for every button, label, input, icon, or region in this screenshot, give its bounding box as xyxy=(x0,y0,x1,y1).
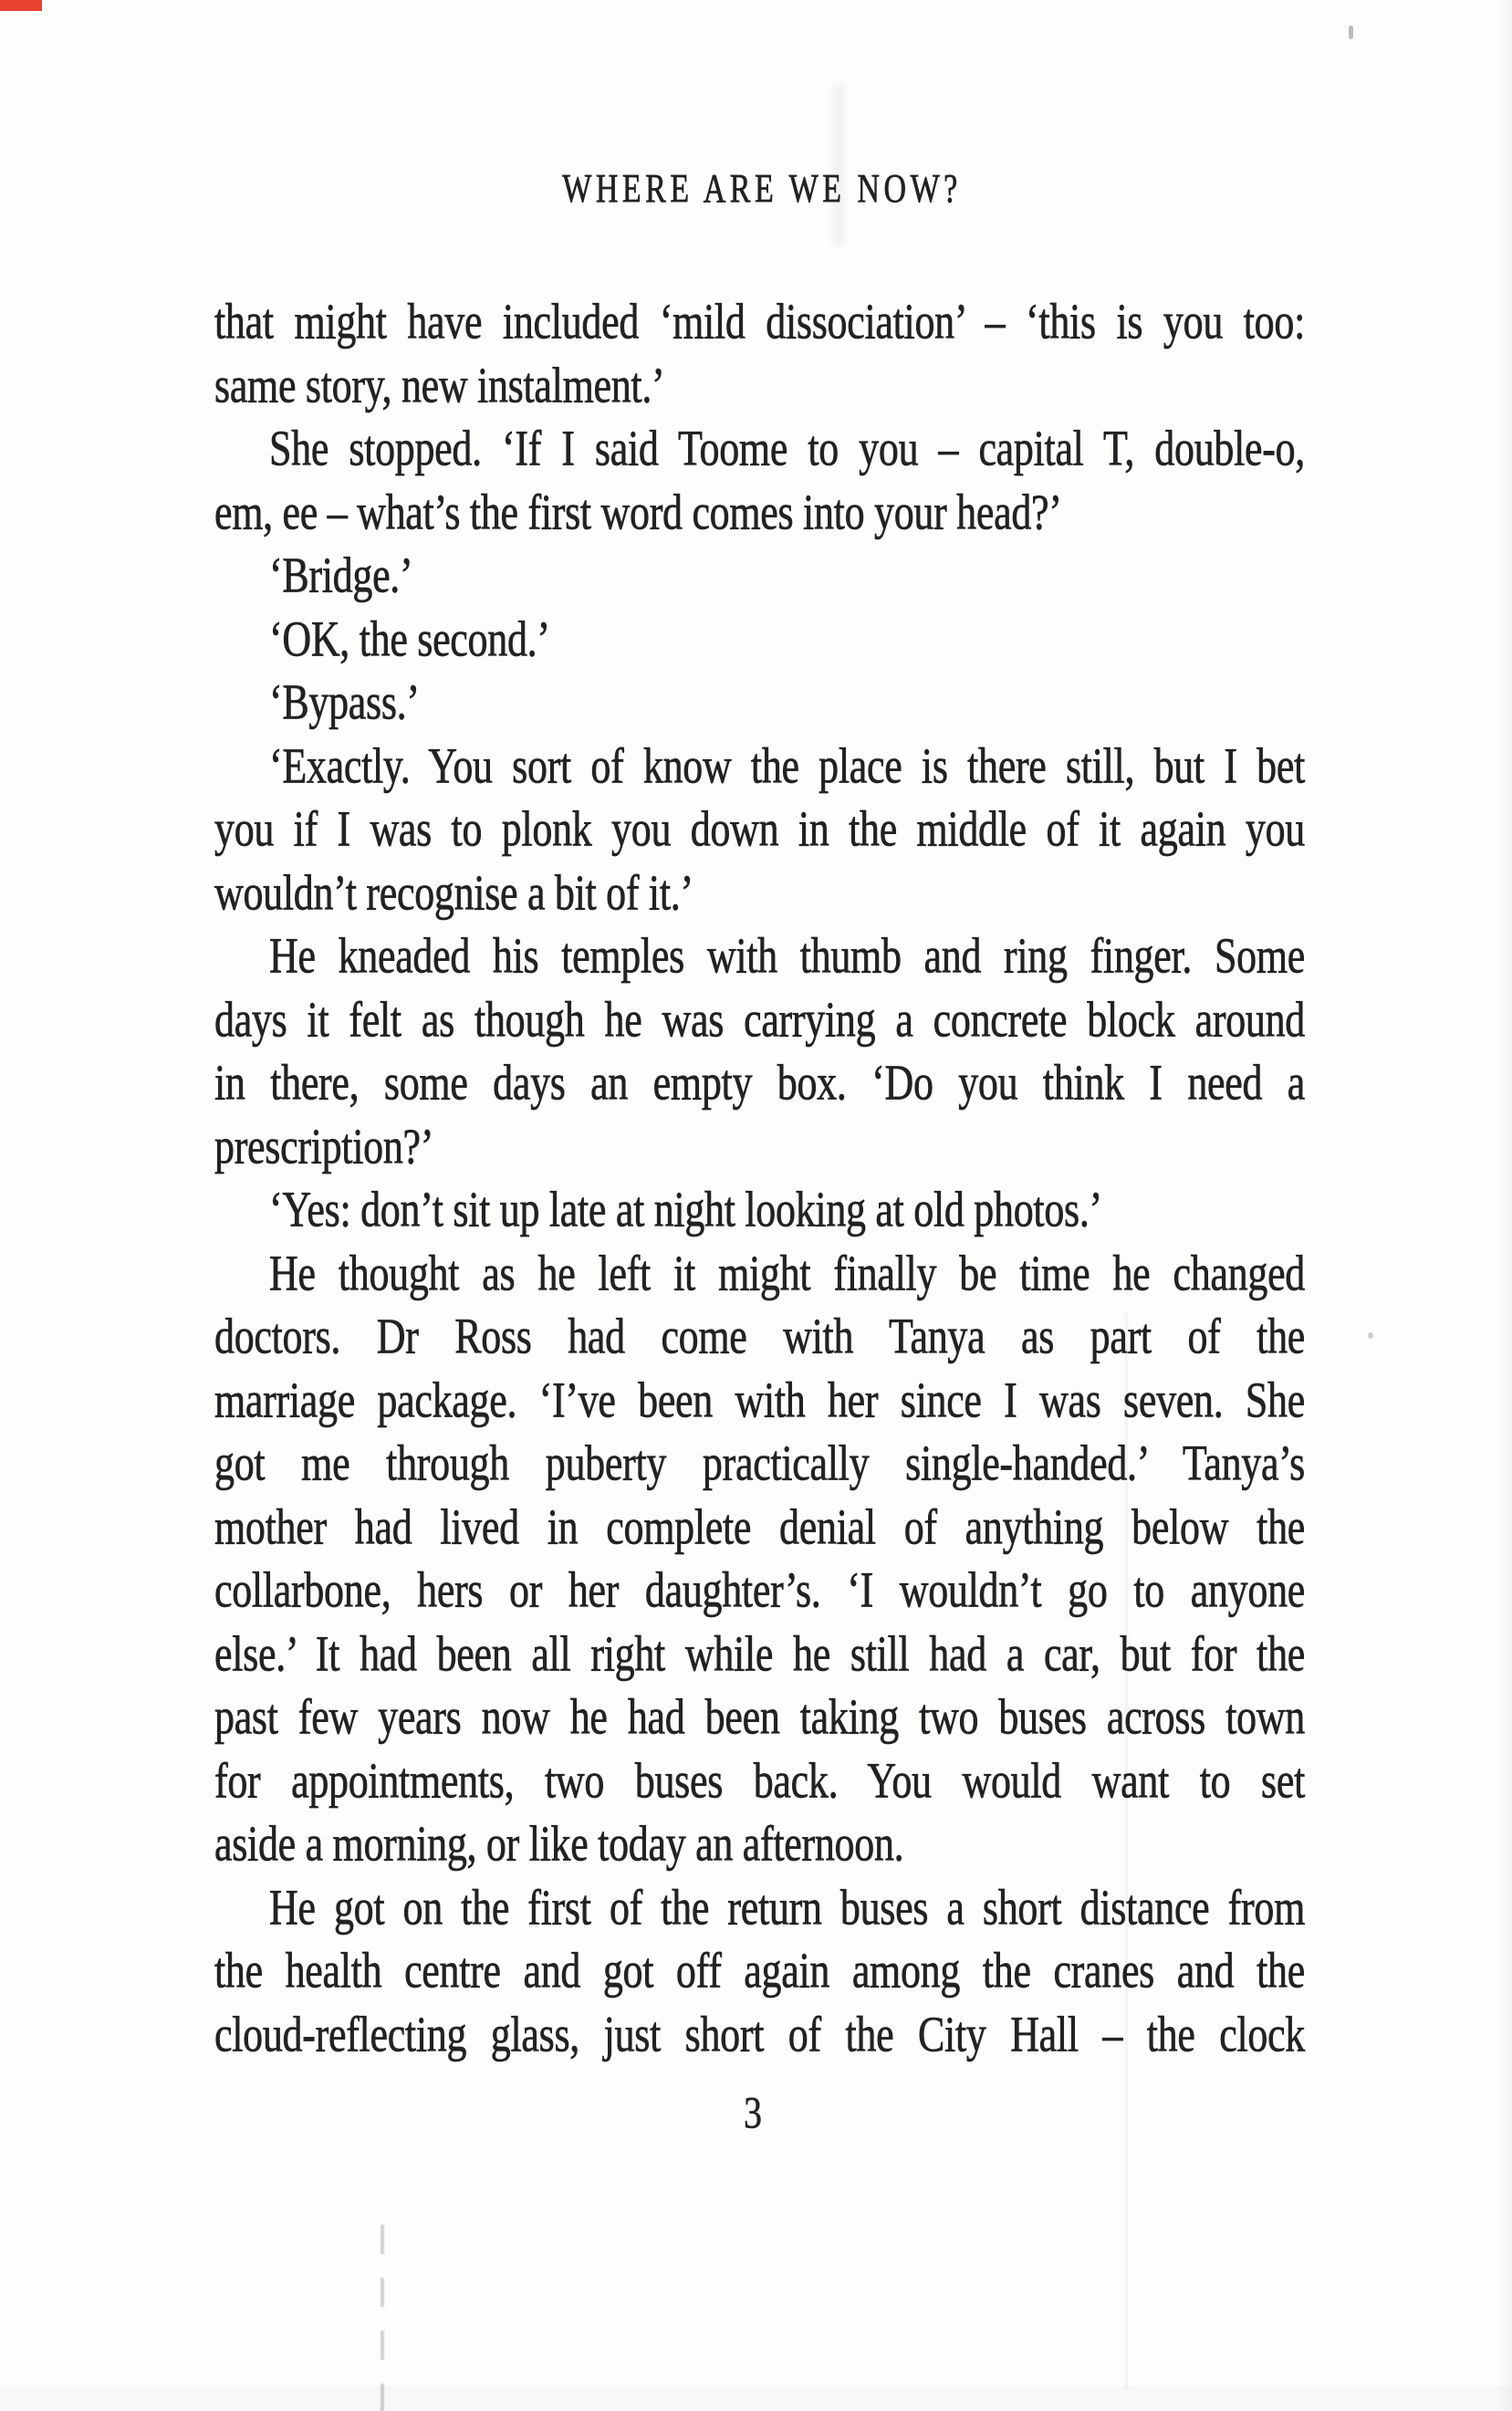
text-line: ‘Bridge.’ xyxy=(269,547,413,604)
text-line: for appointments, two buses back. You would want to set xyxy=(214,1752,1305,1809)
text-line: wouldn’t recognise a bit of it.’ xyxy=(214,864,693,921)
text-line: prescription?’ xyxy=(214,1118,434,1174)
text-line: the health centre and got off again among the cranes and the xyxy=(214,1942,1305,1999)
text-line: you if I was to plonk you down in the middle of it again you xyxy=(214,800,1305,858)
text-line: collarbone, hers or her daughter’s. ‘I wouldn’t go to anyone xyxy=(214,1561,1305,1619)
body-text-block xyxy=(214,290,1305,2066)
text-line: marriage package. ‘I’ve been with her since I was seven. She xyxy=(214,1372,1305,1428)
text-line: got me through puberty practically single-handed.’ Tanya’s xyxy=(214,1435,1305,1492)
text-line: He thought as he left it might finally be time he changed xyxy=(269,1245,1305,1301)
scan-artifact-dashes xyxy=(381,2225,384,2411)
text-line: same story, new instalment.’ xyxy=(214,357,665,413)
text-line: days it felt as though he was carrying a concrete block around xyxy=(214,991,1305,1048)
text-line: else.’ It had been all right while he still had a car, but for the xyxy=(214,1625,1305,1682)
page-edge-shading xyxy=(0,2385,1512,2411)
text-line: that might have included ‘mild dissociation’ – ‘this is you too: xyxy=(214,293,1305,350)
running-head: WHERE ARE WE NOW? xyxy=(562,167,962,212)
text-line: in there, some days an empty box. ‘Do you think I need a xyxy=(214,1054,1305,1112)
text-line: mother had lived in complete denial of anything below the xyxy=(214,1498,1305,1555)
text-line: aside a morning, or like today an afternoon. xyxy=(214,1815,904,1873)
text-line: doctors. Dr Ross had come with Tanya as part of the xyxy=(214,1308,1305,1365)
text-line: He kneaded his temples with thumb and ring finger. Some xyxy=(269,927,1305,985)
text-line: past few years now he had been taking two buses across town xyxy=(214,1688,1305,1746)
text-line: em, ee – what’s the first word comes into your head?’ xyxy=(214,484,1062,540)
scan-artifact-speck xyxy=(1349,26,1353,39)
red-corner-mark xyxy=(0,0,42,11)
text-line: cloud-reflecting glass, just short of the City Hall – the clock xyxy=(214,2006,1305,2062)
scan-artifact-speck xyxy=(1368,1332,1373,1339)
page-number: 3 xyxy=(744,2086,762,2138)
text-line: ‘OK, the second.’ xyxy=(269,611,550,667)
page-edge-shading xyxy=(1496,0,1512,2411)
text-line: ‘Yes: don’t sit up late at night looking at old photos.’ xyxy=(269,1181,1102,1238)
text-line: ‘Exactly. You sort of know the place is there still, but I bet xyxy=(269,737,1305,794)
text-line: She stopped. ‘If I said Toome to you – capital T, double-o, xyxy=(269,420,1305,477)
text-line: He got on the first of the return buses a short distance from xyxy=(269,1879,1305,1936)
text-line: ‘Bypass.’ xyxy=(269,673,420,731)
